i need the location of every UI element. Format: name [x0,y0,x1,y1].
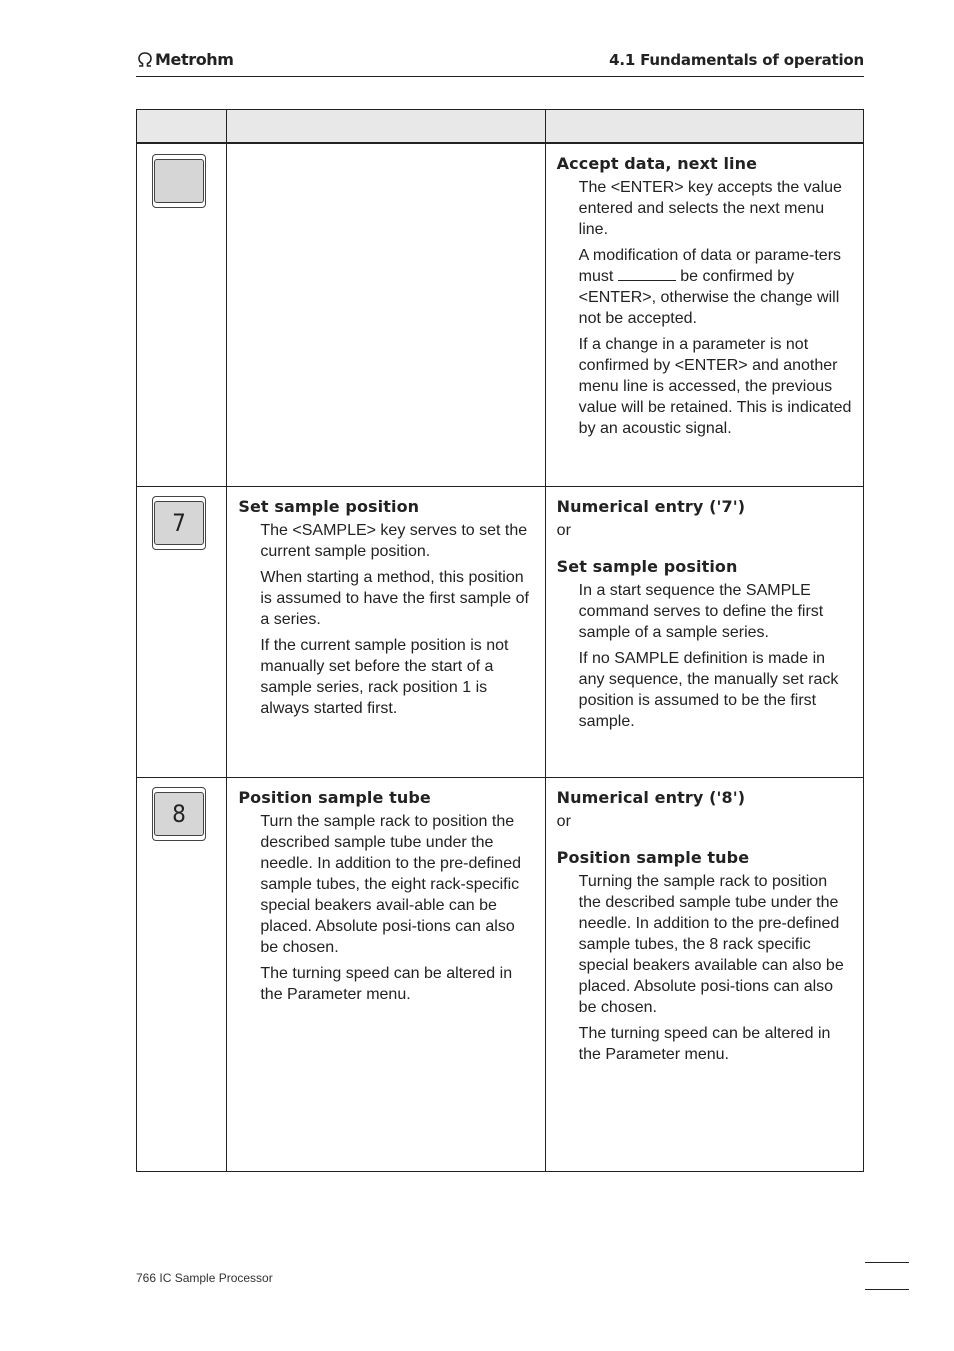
paragraph: When starting a method, this position is assumed to have the first sample of a series. [260,569,529,628]
table-header-row [137,110,864,144]
right-cell [545,143,863,487]
right-cell [545,487,863,778]
paragraph: The turning speed can be altered in the Parameter menu. [260,965,513,1003]
brand-name: Metrohm [155,50,234,69]
key-function-table [136,109,864,1172]
paragraph: The turning speed can be altered in the Parameter menu. [578,1025,831,1063]
middle-cell [227,143,545,487]
middle-title: Set sample position [238,497,420,516]
header-cell-middle [227,110,545,144]
paragraph: The <ENTER> key accepts the value entered and selects the next menu line. [578,179,842,238]
paragraph: In a start sequence the SAMPLE command serves to define the first sample of a sample series. [578,582,824,641]
table-row [137,487,864,778]
underline-blank [618,266,676,281]
right-subtitle: Set sample position [556,557,738,576]
table-row [137,143,864,487]
footer-product: 766 IC Sample Processor [136,1271,273,1285]
key-8 [152,787,206,841]
header-cell-key [137,110,227,144]
right-subtitle: Position sample tube [556,848,750,867]
paragraph: Turn the sample rack to position the described sample tube under the needle. In addition to the pre-defined sample tubes, the eight rack-specific special beakers avail-able can be placed. Absolute posi-tions can also be chosen. [260,813,521,956]
key-face [154,159,204,203]
key-face: 8 [154,792,204,836]
right-title: Numerical entry ('8') [556,788,746,807]
page-header [136,48,864,77]
right-title: Numerical entry ('7') [556,497,746,516]
paragraph-modification: A modification of data or parame-ters must be confirmed by <ENTER>, otherwise the change will not be accepted. [578,247,842,327]
key-7 [152,496,206,550]
footer-rule-bottom [865,1289,909,1290]
right-cell [545,778,863,1172]
key-face: 7 [154,501,204,545]
header-cell-right [545,110,863,144]
paragraph: If no SAMPLE definition is made in any sequence, the manually set rack position is assumed to be the first sample. [578,650,839,730]
paragraph: If the current sample position is not manually set before the start of a sample series, rack position 1 is always started first. [260,637,509,717]
or-text: or [556,813,571,830]
table-row [137,778,864,1172]
key-cell [137,487,227,778]
paragraph: The <SAMPLE> key serves to set the current sample position. [260,522,528,560]
middle-title: Position sample tube [238,788,431,807]
paragraph: If a change in a parameter is not confirmed by <ENTER> and another menu line is accessed, the previous value will be retained. This is indicated by an acoustic signal. [578,336,852,437]
footer-rule-top [865,1262,909,1263]
enter-key [152,154,206,208]
paragraph: Turning the sample rack to position the described sample tube under the needle. In addition to the pre-defined sample tubes, the 8 rack specific special beakers available can also be placed. Absolute posi-tions can also be chosen. [578,873,844,1016]
key-cell [137,778,227,1172]
brand-logo [136,50,234,69]
right-title: Accept data, next line [556,154,758,173]
key-cell [137,143,227,487]
section-title: 4.1 Fundamentals of operation [609,51,864,69]
or-text: or [556,522,571,539]
omega-icon [136,51,154,69]
middle-cell [227,487,545,778]
middle-cell [227,778,545,1172]
